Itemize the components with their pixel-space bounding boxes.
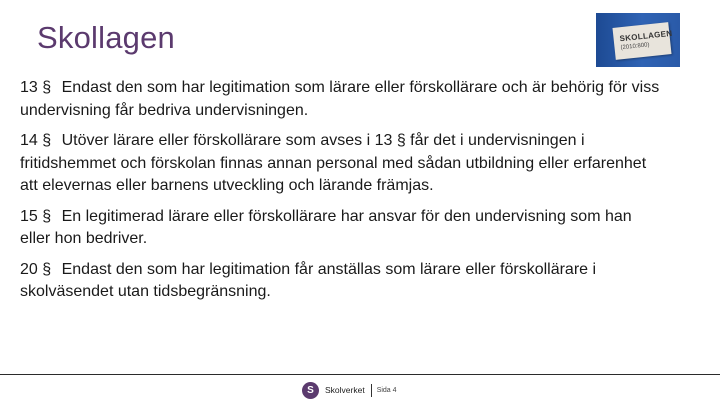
paragraph-13	[20, 77, 660, 122]
book-cover-subtitle: (2010:800)	[620, 42, 650, 52]
paragraph-text: Utöver lärare eller förskollärare som avses i 13 § får det i undervisningen i fritidshemmet och förskolan finnas annan personal med sådan utbildning eller erfarenhet att elevernas eller barnens utveckling och lärande främjas.	[20, 132, 647, 194]
paragraph-number: 14 §	[20, 132, 52, 149]
book-cover	[612, 22, 671, 60]
paragraph-text: En legitimerad lärare eller förskollärare har ansvar för den undervisning som han eller hon bedriver.	[20, 207, 632, 247]
paragraph-number: 20 §	[20, 260, 52, 278]
book-cover-title: SKOLLAGEN	[619, 28, 673, 44]
page-number: Sida 4	[376, 386, 397, 394]
paragraph-20	[20, 259, 660, 304]
brand-name: Skolverket	[325, 385, 365, 395]
paragraph-number: 15 §	[20, 207, 52, 225]
law-paragraphs	[20, 77, 660, 312]
paragraph-number: 13 §	[20, 79, 52, 96]
footer-divider	[0, 374, 720, 375]
slide-title: Skollagen	[37, 20, 175, 55]
slide-footer	[302, 381, 397, 399]
logo-letter: S	[307, 384, 314, 396]
footer-separator	[371, 384, 372, 397]
paragraph-15	[20, 206, 660, 251]
law-book-image	[596, 13, 680, 67]
paragraph-text: Endast den som har legitimation som lärare eller förskollärare och är behörig för viss undervisning får bedriva undervisningen.	[20, 79, 660, 119]
paragraph-14	[20, 130, 660, 198]
skolverket-logo-icon	[302, 382, 319, 399]
paragraph-text: Endast den som har legitimation får anställas som lärare eller förskollärare i skolväsendet utan tidsbegränsning.	[20, 260, 597, 300]
